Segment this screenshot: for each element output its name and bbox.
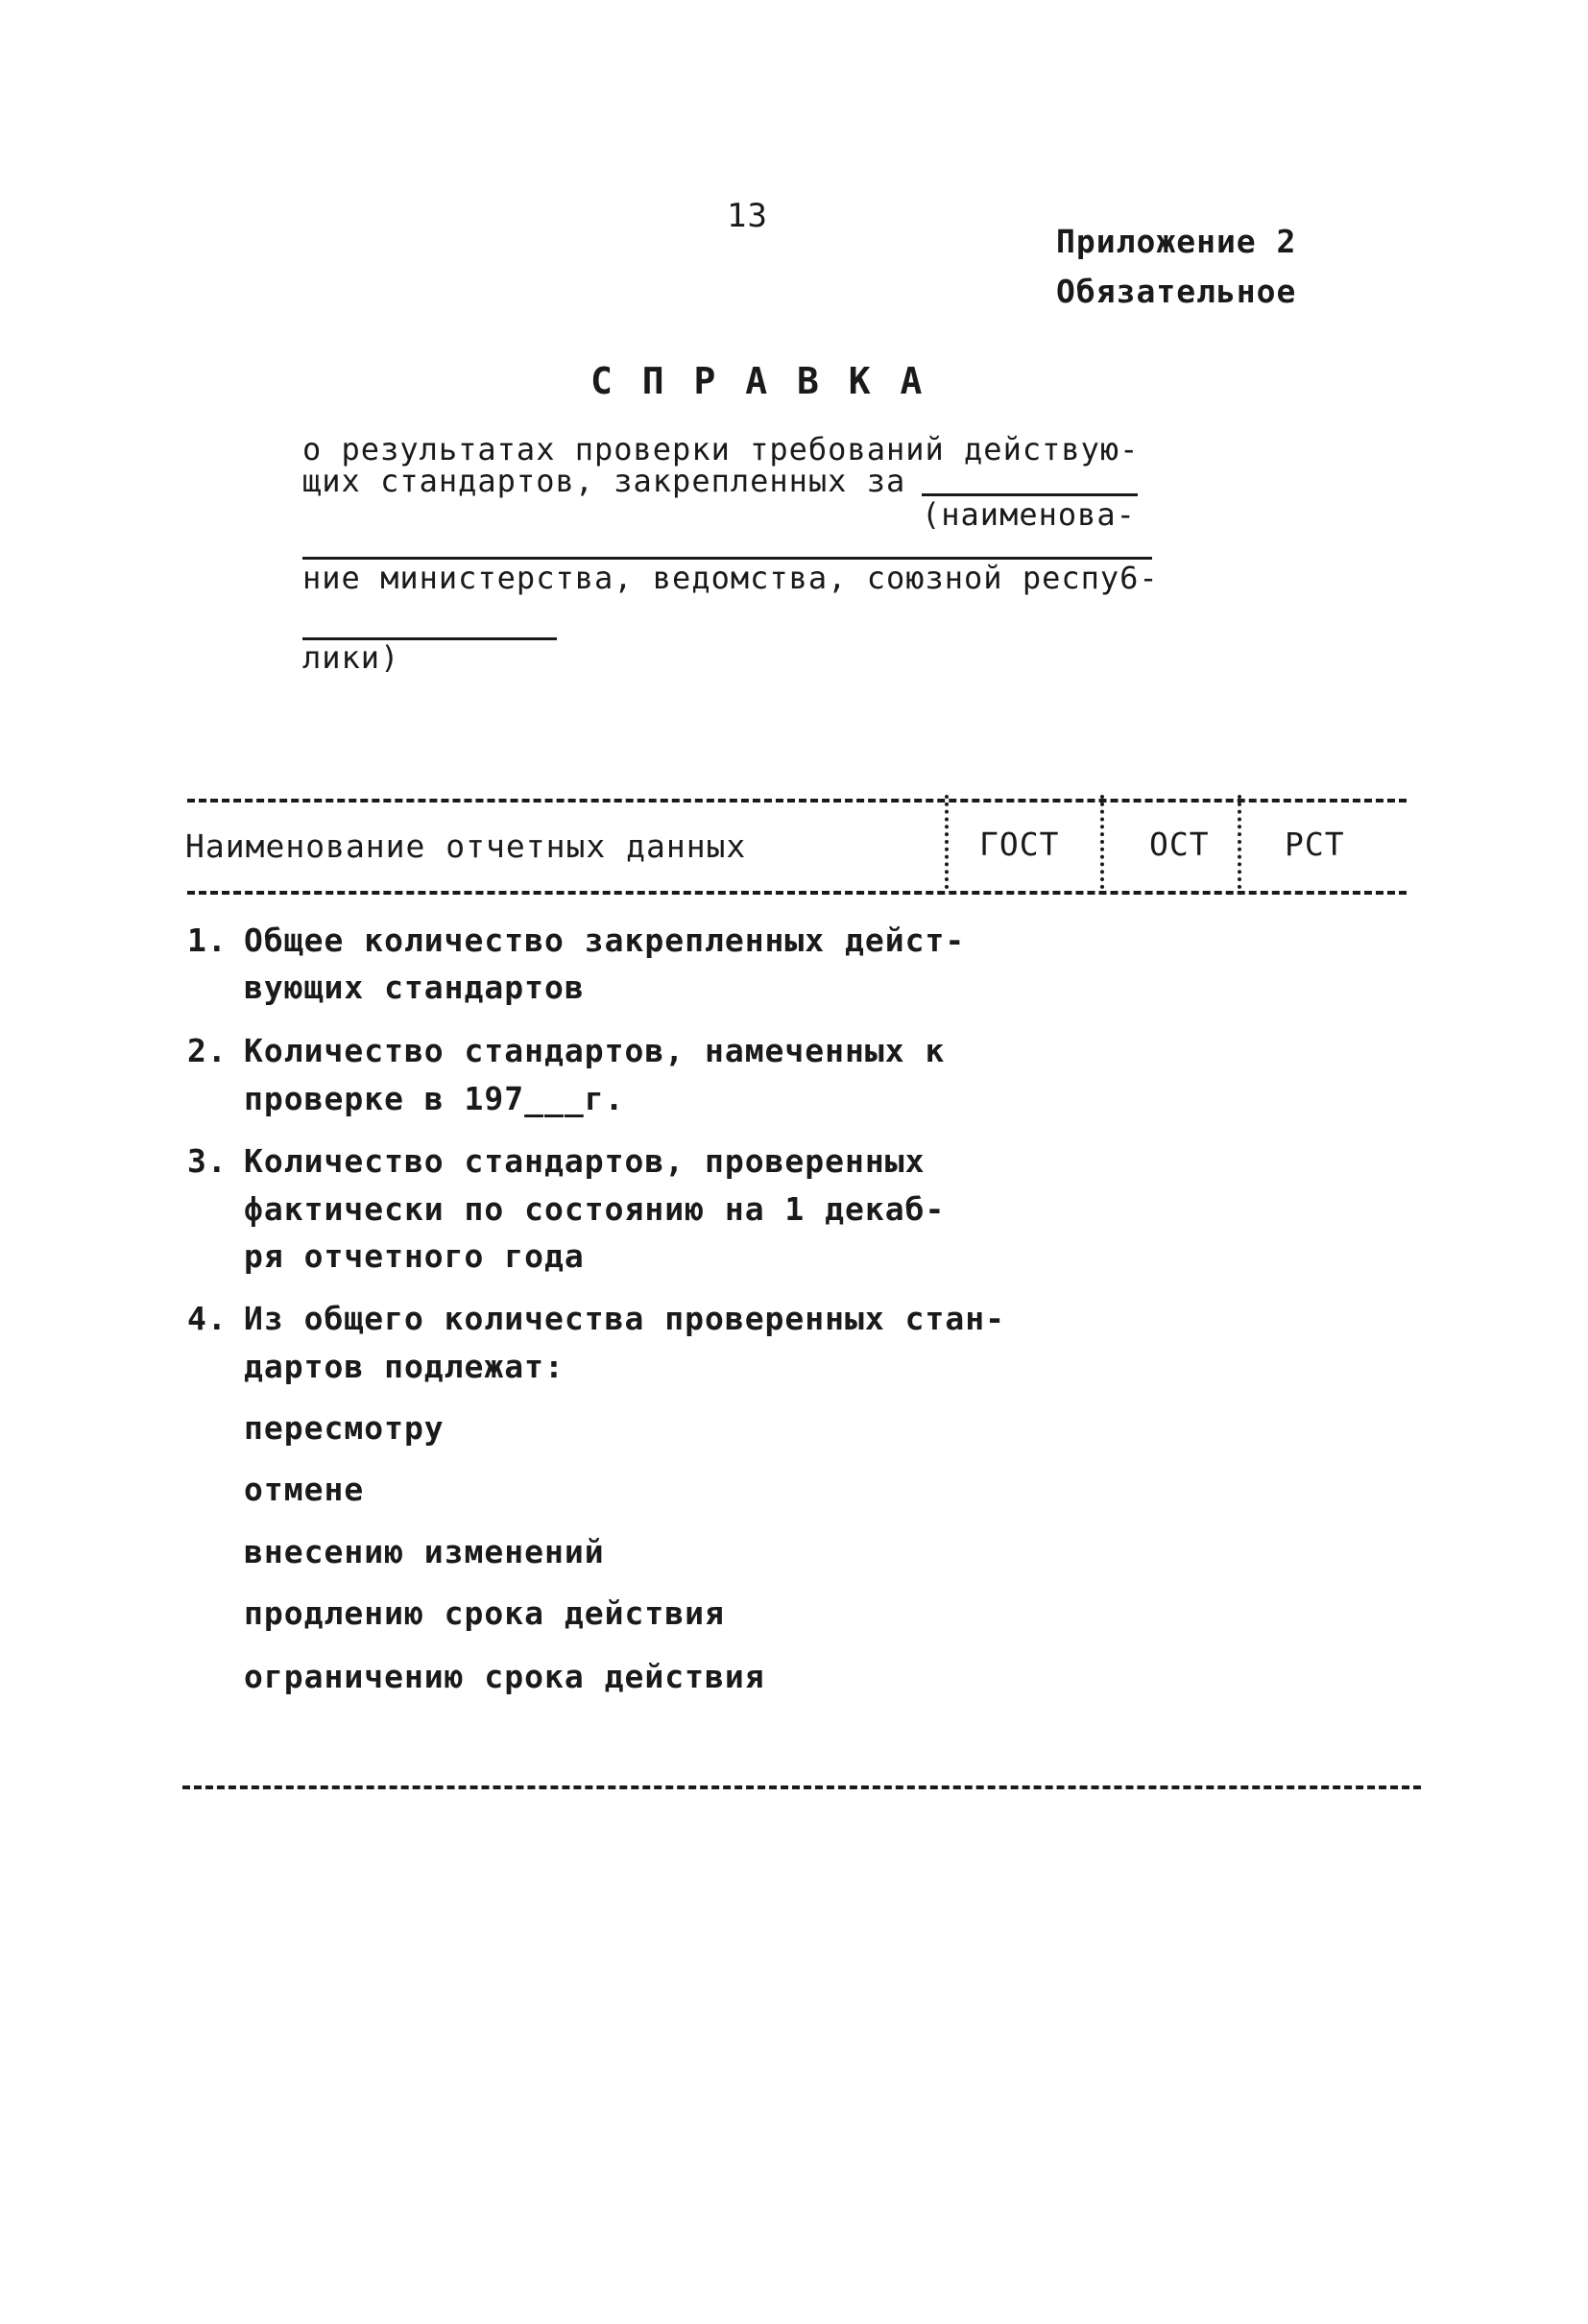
- row-text: проверке в 197___г.: [244, 1080, 625, 1117]
- row-text: Количество стандартов, проверенных: [244, 1142, 926, 1180]
- subitem: внесению изменений: [244, 1533, 605, 1570]
- row-number: 1.: [187, 922, 228, 959]
- row-number: 3.: [187, 1142, 228, 1180]
- subitem: отмене: [244, 1471, 365, 1508]
- row-text: фактически по состоянию на 1 декаб-: [244, 1190, 946, 1228]
- subtitle-note-2: ние министерства, ведомства, союзной респу6-: [302, 560, 1159, 596]
- subitem: ограничению срока действия: [244, 1658, 765, 1695]
- subtitle-line-1: о результатах проверки требований действую-: [302, 431, 1140, 467]
- header-rst: РСТ: [1285, 826, 1345, 863]
- column-separator: [945, 795, 949, 889]
- column-separator: [1100, 795, 1104, 889]
- row-text: Из общего количества проверенных стан-: [244, 1300, 1005, 1337]
- header-gost: ГОСТ: [979, 826, 1060, 863]
- table-bottom-rule: [182, 1785, 1421, 1789]
- row-number: 2.: [187, 1032, 228, 1069]
- row-text: Количество стандартов, намеченных к: [244, 1032, 946, 1069]
- appendix-status: Обязательное: [1056, 273, 1297, 310]
- subtitle-note-1: (наименова-: [922, 496, 1136, 533]
- row-text: Общее количество закрепленных дейст-: [244, 922, 966, 959]
- row-text: дартов подлежат:: [244, 1348, 565, 1385]
- header-name: Наименование отчетных данных: [185, 827, 747, 865]
- table-header-rule: [187, 891, 1407, 895]
- page-number: 13: [727, 197, 768, 235]
- subitem: пересмотру: [244, 1409, 445, 1447]
- row-text: вующих стандартов: [244, 969, 585, 1006]
- column-separator: [1238, 795, 1241, 889]
- subtitle-note-3: лики): [302, 639, 400, 676]
- document-title: С П Р А В К А: [590, 360, 926, 402]
- header-ost: ОСТ: [1149, 826, 1210, 863]
- row-text: ря отчетного года: [244, 1237, 585, 1275]
- row-number: 4.: [187, 1300, 228, 1337]
- subitem: продлению срока действия: [244, 1594, 725, 1632]
- table-top-rule: [187, 799, 1407, 803]
- subtitle-line-2: щих стандартов, закрепленных за: [302, 463, 906, 499]
- appendix-label: Приложение 2: [1056, 223, 1297, 260]
